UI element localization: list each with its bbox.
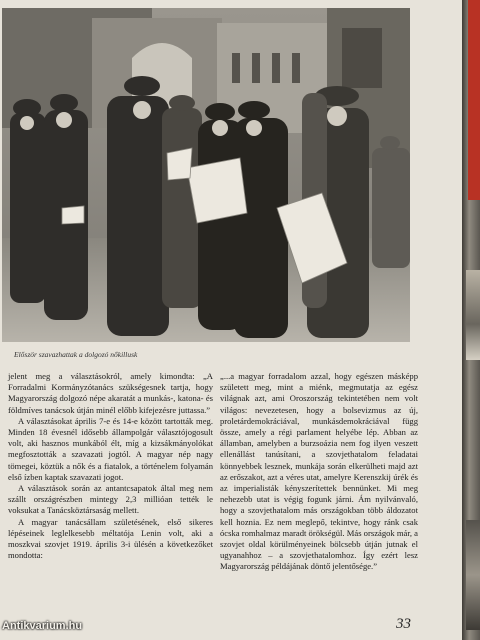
right-text-column xyxy=(220,371,418,573)
paragraph: A magyar tanácsállam születésének, első sikeres lépéseinek leglelkesebb méltatója Lenin volt, aki a moszkvai szovjet 1919. április 3-i ülésén a következőket mondotta: xyxy=(8,516,213,561)
paragraph: A választások során az antantcsapatok által meg nem szállt országrészben mintegy 2,3 millióan tették le voksukat a Tanácsköztársaság mellett. xyxy=(8,483,213,516)
photo-caption: Először szavazhattak a dolgozó nőkillusk xyxy=(14,350,138,359)
photo-illustration xyxy=(2,8,410,342)
watermark-text: Antikvarium.hu xyxy=(2,620,83,632)
historical-photo xyxy=(2,8,410,342)
page-number: 33 xyxy=(396,616,411,632)
paragraph: A választásokat április 7-e és 14-e között tartották meg. Minden 18 évesnél idősebb állampolgár választójogosult volt, aki hasznos munkából élt, míg a kizsákmányolókat megfosztották a szavazati jogtól. A magyar nép nagy tömegei, köztük a nők és a fiatalok, a történelem folyamán első ízben kaptak szavazati jogot. xyxy=(8,415,213,482)
red-cover-edge xyxy=(468,0,480,200)
adjacent-page-photo xyxy=(466,270,480,360)
left-text-column xyxy=(8,371,213,561)
adjacent-page-photo xyxy=(466,520,480,630)
paragraph: jelent meg a választásokról, amely kimondta: „A Forradalmi Kormányzótanács szükségesnek tartja, hogy Magyarország dolgozó népe akaratát a munkás-, katona- és földmíves tanácsok útján minél előbb kifejezésre juttassa.” xyxy=(8,371,213,415)
quote-paragraph: „...a magyar forradalom azzal, hogy egészen másképp született meg, mint a miénk, megmutatja az egész világnak azt, ami Oroszország tekintetében nem volt világos: nevezetesen, hogy a bolsevizmus az új, proletárdemokráciával, munkásdemokráciával függ össze, amely a régi parlament helyébe lép. Abban az államban, amelyben a burzsoázia nem fog ilyen veszett ellenállást tanúsítani, a szovjethatalom feladatai könnyebbek lesznek, munkája során elkerülheti majd azt az erőszakot, azt a véres utat, amelyre Kerenszkij úrék és az imperialisták kényszerítettek bennünket. Mi meg nehezebb utat is végig fogunk járni. Ám nyilvánvaló, hogy a szovjethatalom más országokban több áldozatot kell hoznia. Ez nem meglepő, tekintve, hogy ránk csak ócska romhalmaz maradt örökségül. Más országok már, a szovjet oldal körülményeinek bölcsebb útján jutnak el ugyanahhoz – a szovjethatalomhoz. Így ezért lesz Magyarország példájának döntő jelentősége.” xyxy=(220,371,418,572)
